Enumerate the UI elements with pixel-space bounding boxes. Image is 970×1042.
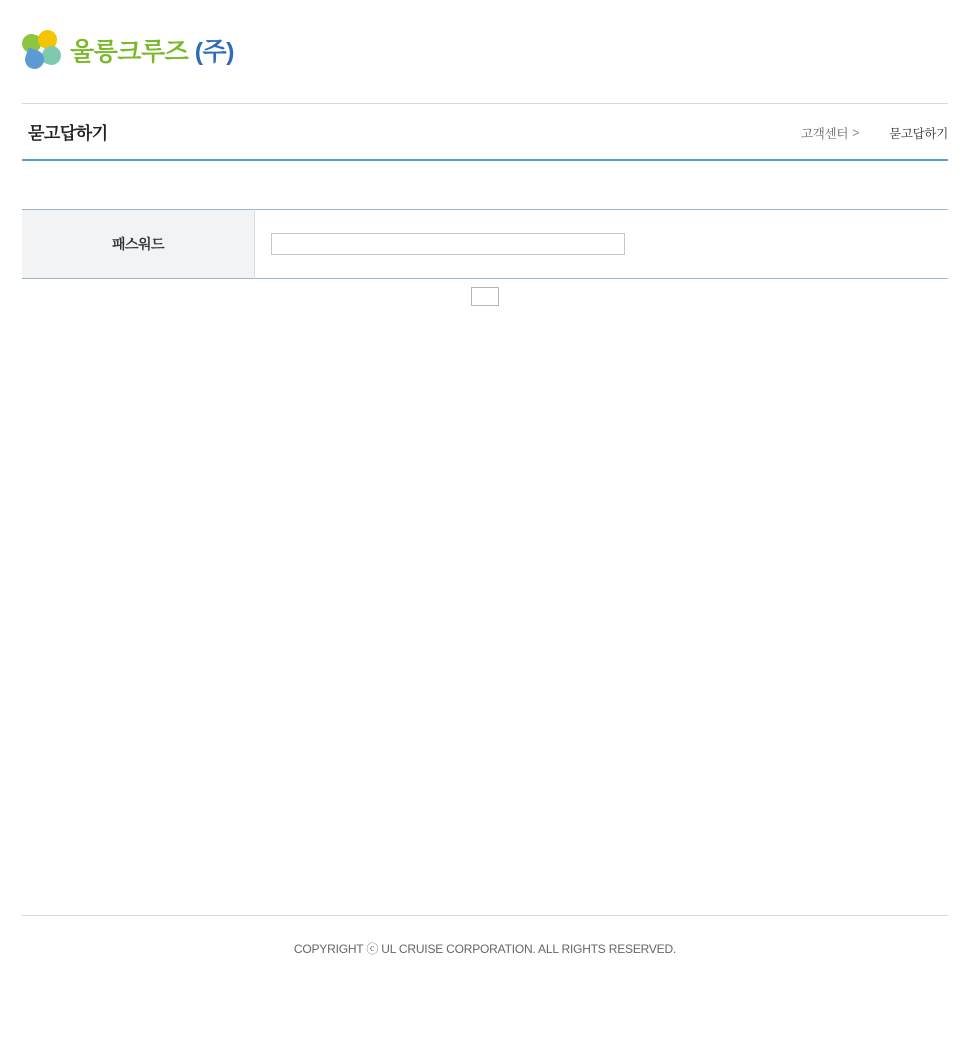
confirm-button[interactable]	[471, 287, 499, 306]
page-title: 묻고답하기	[28, 124, 108, 143]
logo[interactable]	[22, 30, 234, 70]
breadcrumb-separator-icon: >	[852, 126, 860, 140]
password-field-cell	[255, 210, 949, 279]
logo-text-secondary: (주)	[188, 38, 235, 66]
site-header	[0, 0, 970, 103]
logo-text	[70, 32, 234, 68]
pinwheel-flower-logo-icon	[22, 30, 62, 70]
site-footer	[0, 915, 970, 957]
breadcrumb	[801, 124, 948, 142]
form-actions	[22, 279, 948, 310]
page-title-bar	[22, 103, 948, 161]
breadcrumb-item-current: 묻고답하기	[889, 127, 948, 141]
main-content	[22, 161, 948, 310]
breadcrumb-item-parent[interactable]: 고객센터	[801, 127, 849, 141]
password-input[interactable]	[271, 233, 625, 255]
password-label: 패스워드	[22, 210, 255, 279]
logo-text-primary: 울릉크루즈	[70, 38, 189, 66]
copyright-text: COPYRIGHT ⓒ UL CRUISE CORPORATION. ALL RIGHTS RESERVED.	[293, 942, 677, 956]
table-row	[22, 210, 948, 279]
password-form-table	[22, 209, 948, 279]
